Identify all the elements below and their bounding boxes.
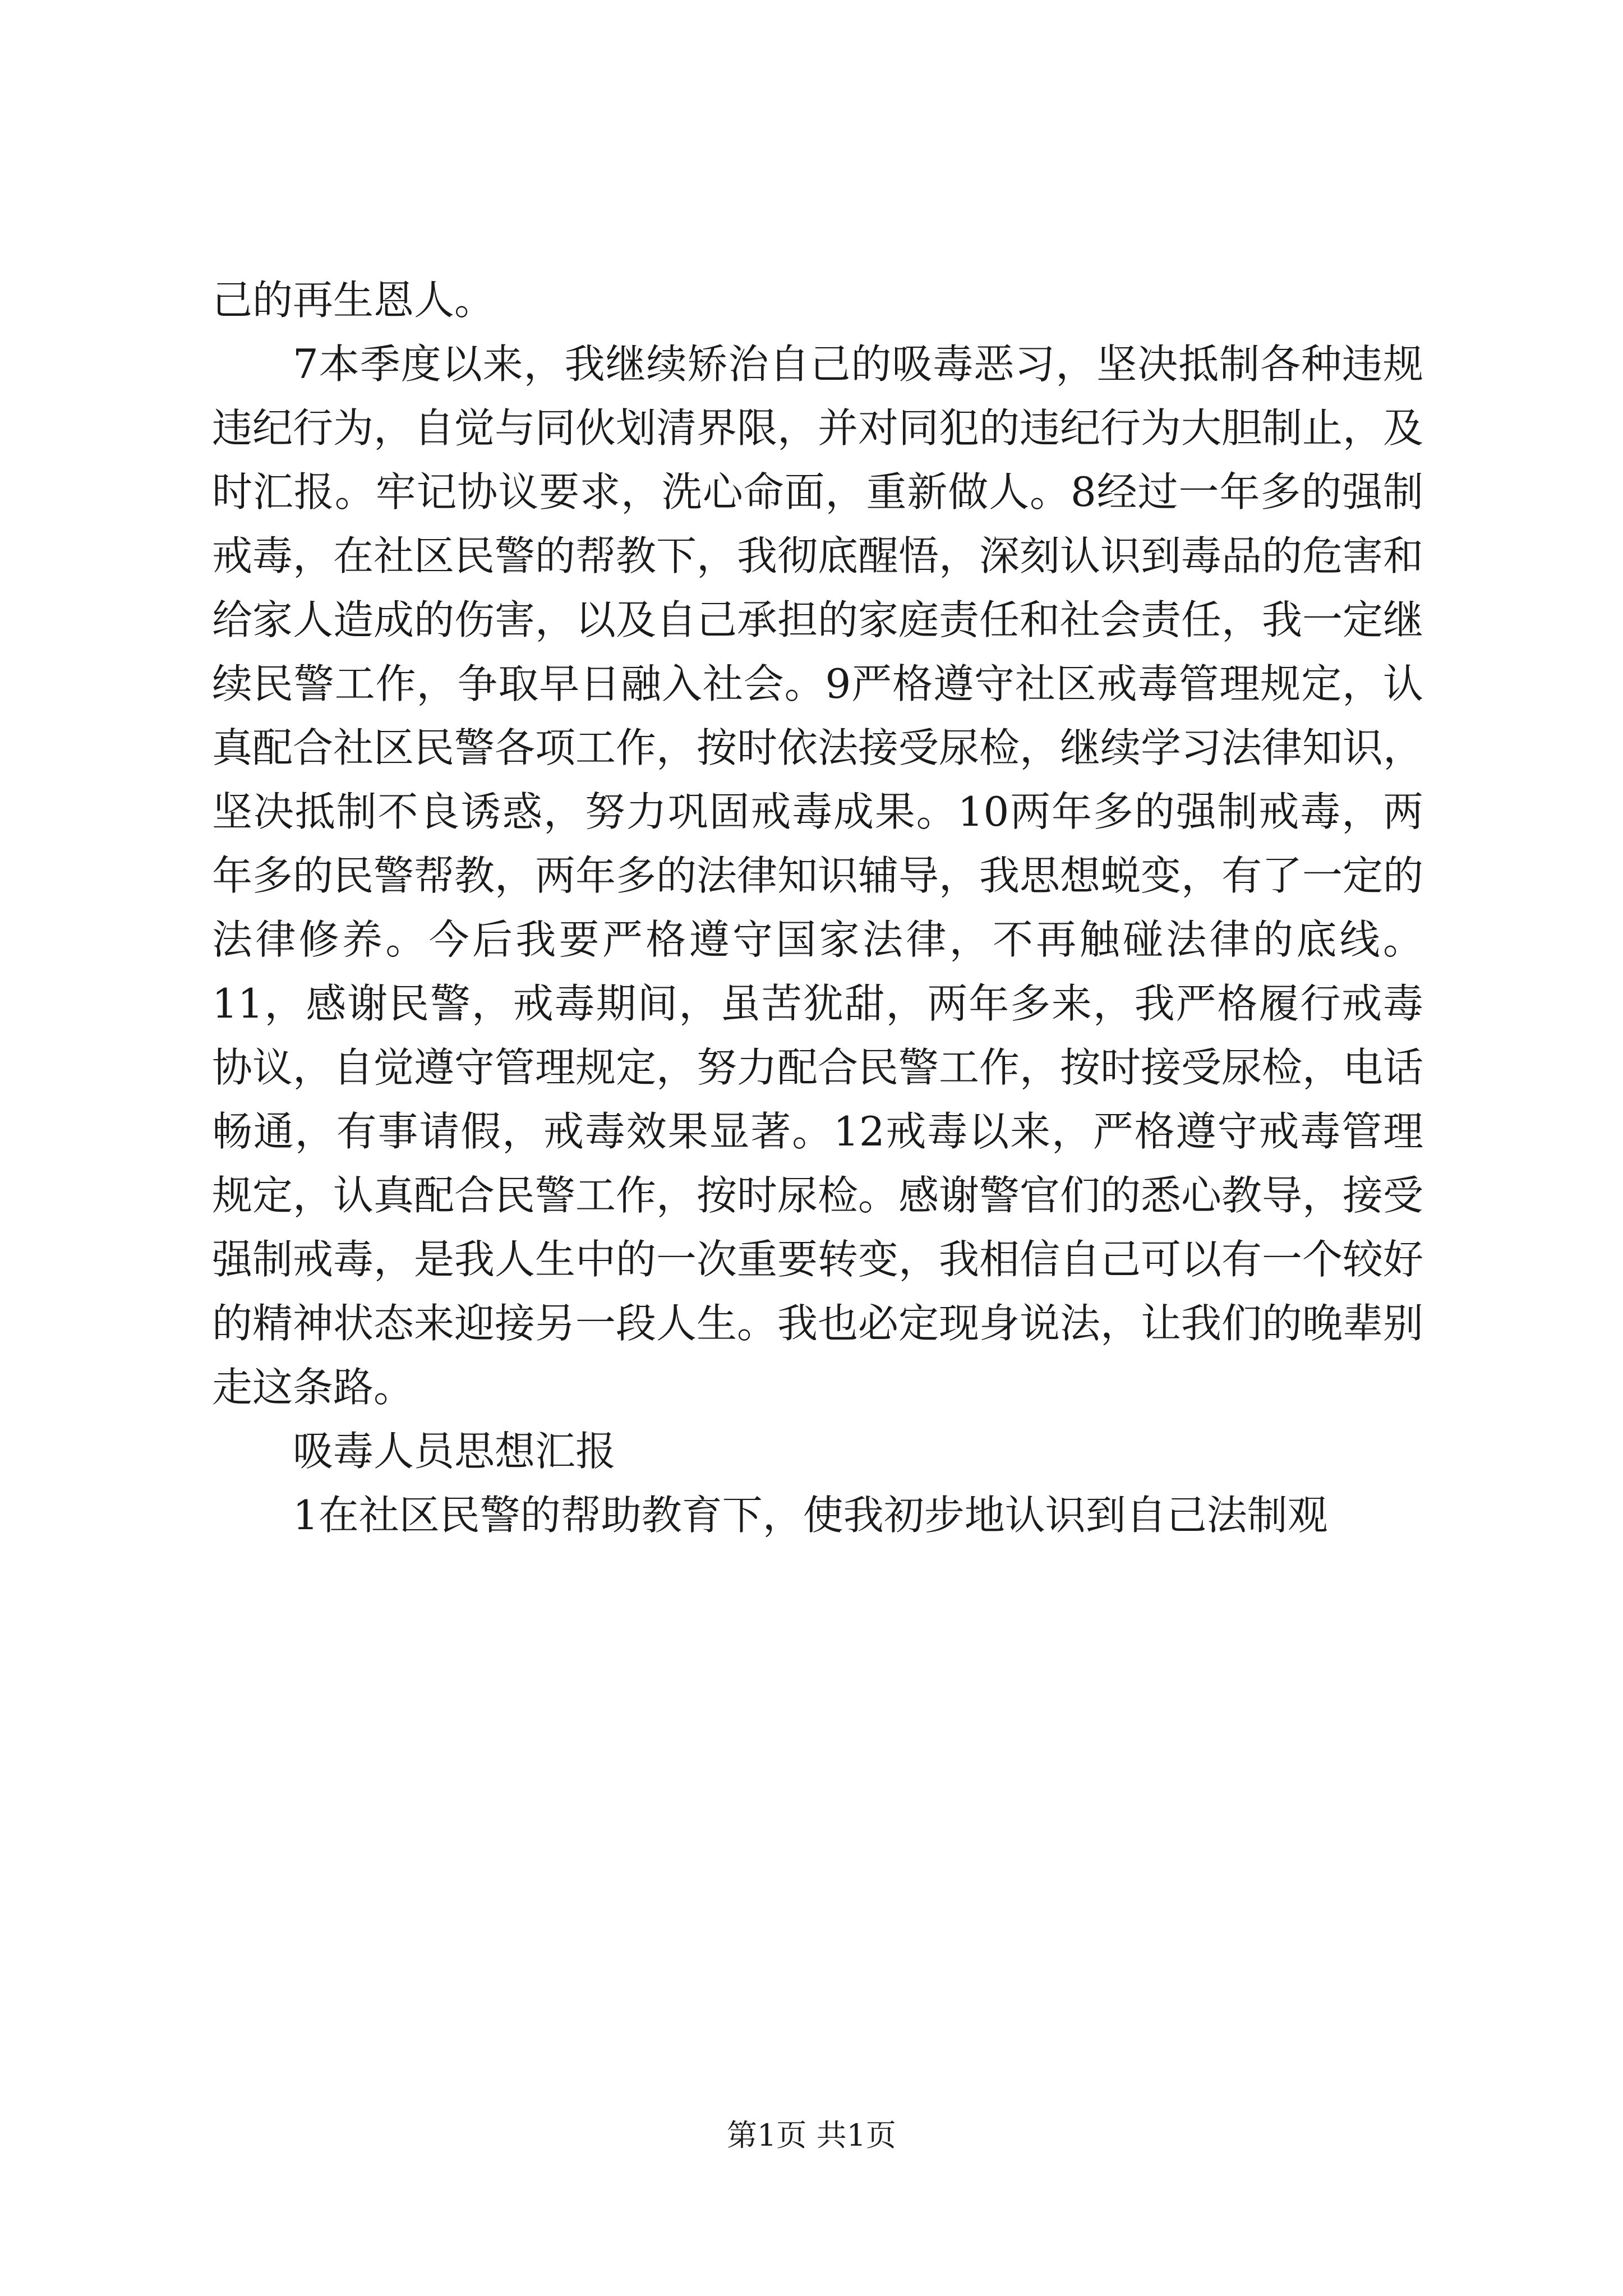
document-body <box>212 268 1423 1547</box>
paragraph-1: 己的再生恩人。 <box>212 277 495 324</box>
paragraph-2: 7本季度以来，我继续矫治自己的吸毒恶习，坚决抵制各种违规违纪行为，自觉与同伙划清界限，并对同犯的违纪行为大胆制止，及时汇报。牢记协议要求，洗心命面，重新做人。8经过一年多的强制戒毒，在社区民警的帮教下，我彻底醒悟，深刻认识到毒品的危害和给家人造成的伤害，以及自己承担的家庭责任和社会责任，我一定继续民警工作，争取早日融入社会。9严格遵守社区戒毒管理规定，认真配合社区民警各项工作，按时依法接受尿检，继续学习法律知识，坚决抵制不良诱惑，努力巩固戒毒成果。10两年多的强制戒毒，两年多的民警帮教，两年多的法律知识辅导，我思想蜕变，有了一定的法律修养。今后我要严格遵守国家法律，不再触碰法律的底线。11，感谢民警，戒毒期间，虽苦犹甜，两年多来，我严格履行戒毒协议，自觉遵守管理规定，努力配合民警工作，按时接受尿检，电话畅通，有事请假，戒毒效果显著。12戒毒以来，严格遵守戒毒管理规定，认真配合民警工作，按时尿检。感谢警官们的悉心教导，接受强制戒毒，是我人生中的一次重要转变，我相信自己可以有一个较好的精神状态来迎接另一段人生。我也必定现身说法，让我们的晚辈别走这条路。 <box>212 341 1424 1411</box>
page-footer: 第1页 共1页 <box>727 2118 896 2153</box>
paragraph-3: 1在社区民警的帮助教育下，使我初步地认识到自己法制观 <box>293 1492 1328 1539</box>
section-heading: 吸毒人员思想汇报 <box>293 1428 616 1475</box>
